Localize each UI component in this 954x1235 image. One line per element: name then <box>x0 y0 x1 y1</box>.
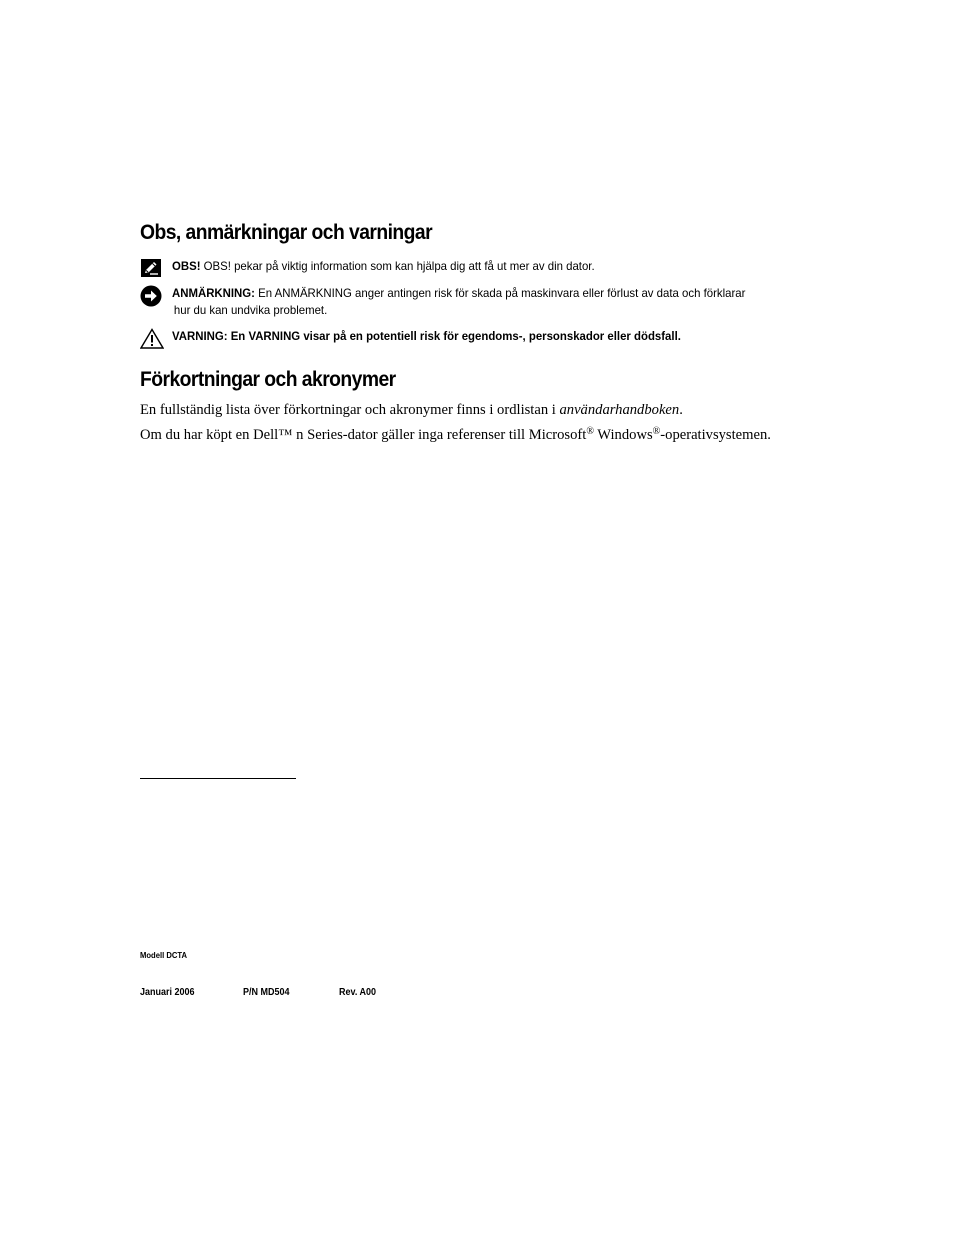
abbreviations-paragraph <box>140 403 683 418</box>
varning-label: VARNING: <box>172 329 228 343</box>
obs-text: OBS! pekar på viktig information som kan hjälpa dig att få ut mer av din dator. <box>203 259 595 273</box>
pencil-note-icon <box>140 258 164 280</box>
anmarkning-label: ANMÄRKNING: <box>172 286 255 300</box>
warning-triangle-icon <box>140 328 164 350</box>
windows-text-part2: Windows <box>593 427 653 443</box>
obs-note <box>140 258 830 275</box>
registered-mark: ® <box>586 426 594 437</box>
model-label: Modell DCTA <box>140 950 188 960</box>
varning-note <box>140 328 830 345</box>
registered-mark: ® <box>652 426 661 437</box>
varning-text: En VARNING visar på en potentiell risk för egendoms-, personskador eller dödsfall. <box>230 329 681 343</box>
abbreviations-text: En fullständig lista över förkortningar och akronymer finns i ordlistan i <box>140 402 560 418</box>
footer-divider <box>140 778 296 779</box>
revision: Rev. A00 <box>339 987 377 998</box>
anmarkning-text-line2: hur du kan undvika problemet. <box>173 303 328 317</box>
part-number: P/N MD504 <box>243 987 290 998</box>
user-guide-title: användarhandboken <box>559 402 680 418</box>
obs-label: OBS! <box>172 259 201 273</box>
windows-text-part1: Om du har köpt en Dell™ n Series-dator gäller inga referenser till Microsoft <box>140 427 587 443</box>
section-heading-notes: Obs, anmärkningar och varningar <box>140 221 433 244</box>
section-heading-abbreviations: Förkortningar och akronymer <box>140 368 396 391</box>
publication-date: Januari 2006 <box>140 987 195 998</box>
abbreviations-period: . <box>679 402 683 418</box>
windows-text-part3: -operativsystemen. <box>660 427 771 443</box>
anmarkning-note <box>140 285 830 319</box>
anmarkning-text-line1: En ANMÄRKNING anger antingen risk för skada på maskinvara eller förlust av data och förklarar <box>258 286 746 300</box>
notice-arrow-icon <box>140 285 164 307</box>
windows-paragraph <box>140 428 771 443</box>
